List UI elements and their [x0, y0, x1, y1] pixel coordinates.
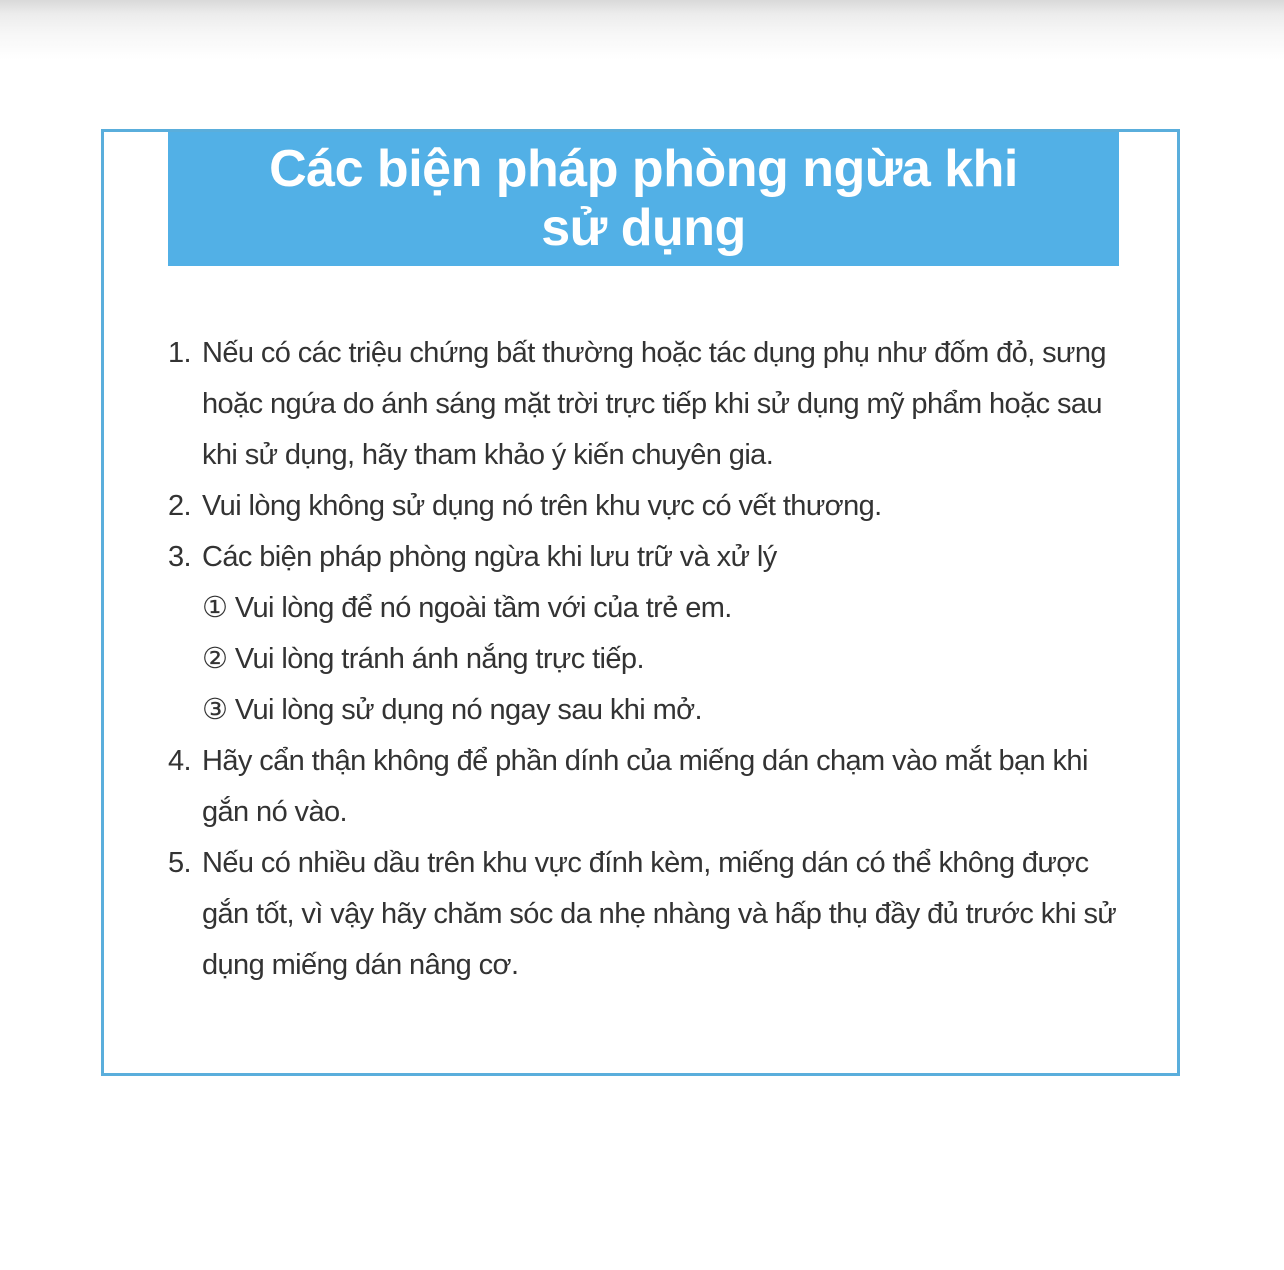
item-number: 4.: [168, 745, 191, 777]
precautions-panel: [101, 129, 1180, 1076]
item-text: Nếu có các triệu chứng bất thường hoặc tác dụng phụ như đốm đỏ, sưng hoặc ngứa do ánh sáng mặt trời trực tiếp khi sử dụng mỹ phẩm hoặc sau khi sử dụng, hãy tham khảo ý kiến chuyên gia.: [202, 337, 1106, 471]
list-item: [168, 328, 1128, 481]
list-item: [168, 838, 1128, 991]
list-item: [168, 532, 1128, 736]
item-text: Vui lòng không sử dụng nó trên khu vực có vết thương.: [202, 490, 882, 522]
precautions-list: [168, 328, 1128, 991]
item-text: Hãy cẩn thận không để phần dính của miếng dán chạm vào mắt bạn khi gắn nó vào.: [202, 745, 1088, 828]
sub-item: ① Vui lòng để nó ngoài tầm với của trẻ em.: [202, 592, 732, 624]
top-shadow: [0, 0, 1284, 60]
sub-item: ③ Vui lòng sử dụng nó ngay sau khi mở.: [202, 694, 703, 726]
item-number: 1.: [168, 337, 191, 369]
item-number: 5.: [168, 847, 191, 879]
list-item: [168, 736, 1128, 838]
title-banner: [168, 132, 1119, 266]
item-text: Các biện pháp phòng ngừa khi lưu trữ và xử lý: [202, 541, 777, 573]
page-title: Các biện pháp phòng ngừa khi sử dụng: [269, 140, 1018, 257]
sub-item: ② Vui lòng tránh ánh nắng trực tiếp.: [202, 643, 644, 675]
list-item: [168, 481, 1128, 532]
item-number: 3.: [168, 541, 191, 573]
item-text: Nếu có nhiều dầu trên khu vực đính kèm, miếng dán có thể không được gắn tốt, vì vậy hãy chăm sóc da nhẹ nhàng và hấp thụ đầy đủ trước khi sử dụng miếng dán nâng cơ.: [202, 847, 1117, 981]
item-number: 2.: [168, 490, 191, 522]
